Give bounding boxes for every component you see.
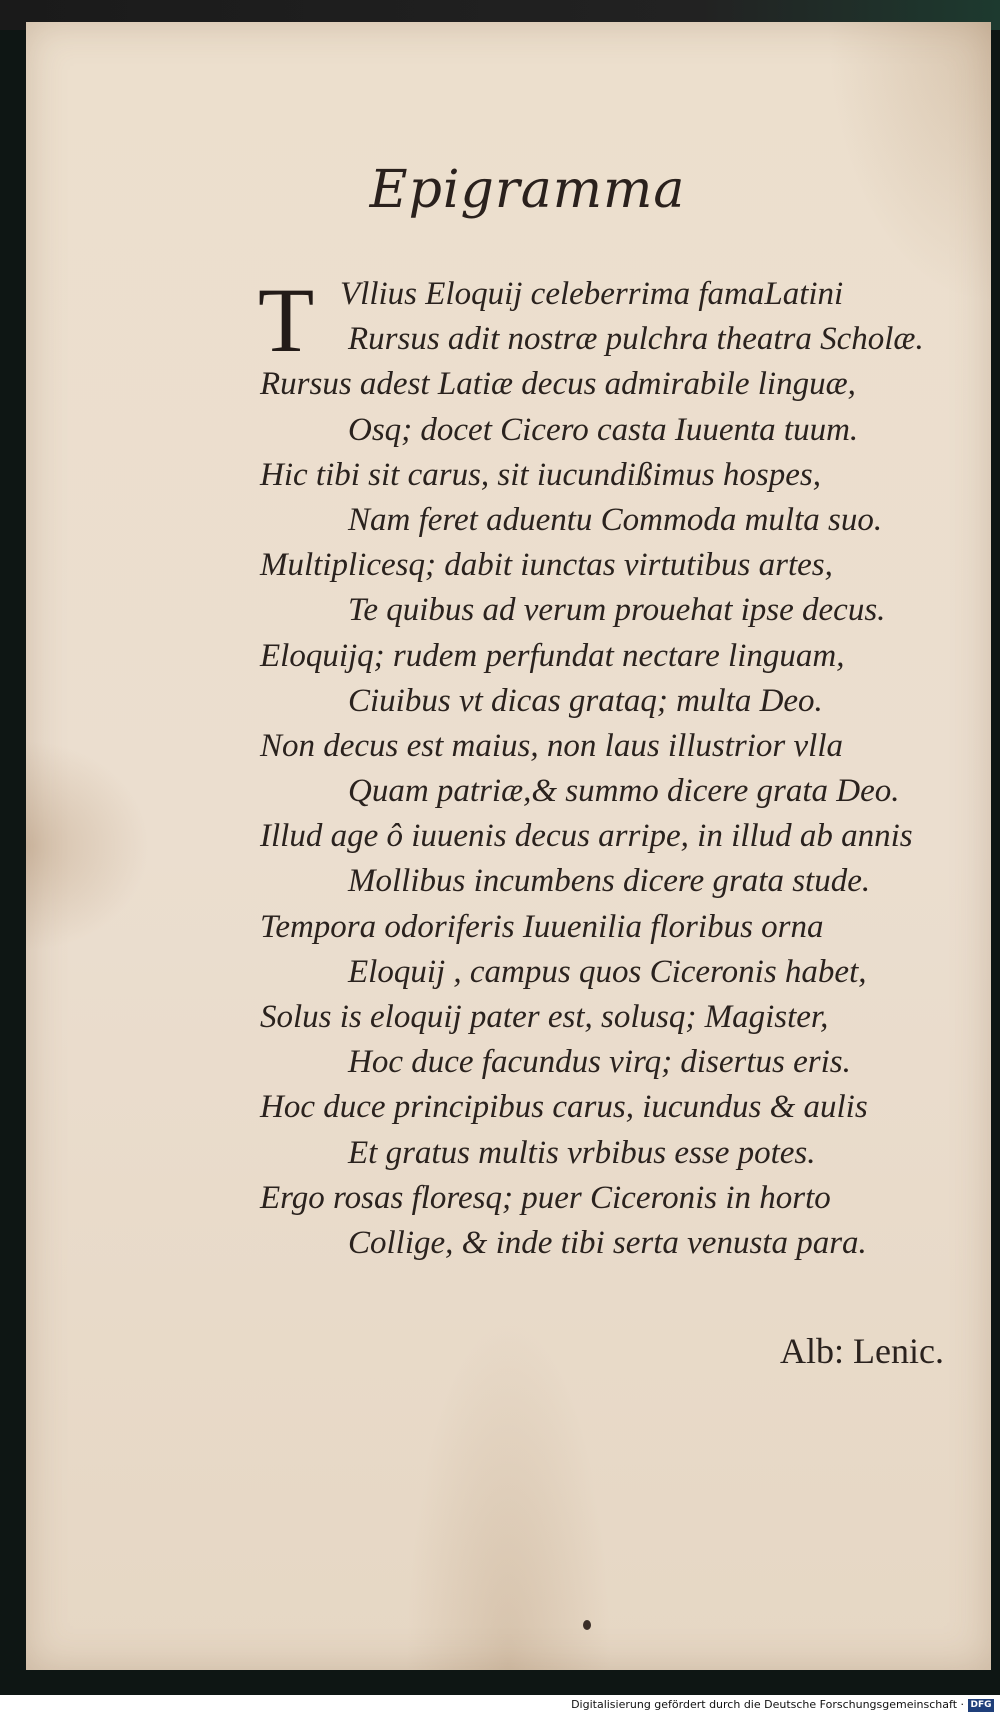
poem-line: Rursus adit nostræ pulchra theatra Scholæ. — [348, 321, 924, 358]
poem-line: Tempora odoriferis Iuuenilia floribus orna — [260, 908, 824, 945]
poem-line: Nam feret aduentu Commoda multa suo. — [348, 501, 883, 538]
poem-line: Non decus est maius, non laus illustrior vlla — [260, 727, 844, 764]
dfg-logo-icon: DFG — [968, 1699, 994, 1712]
poem-line: Rursus adest Latiæ decus admirabile linguæ, — [260, 366, 856, 403]
poem-line: Solus is eloquij pater est, solusq; Magister, — [260, 999, 829, 1035]
poem-line: Eloquijq; rudem perfundat nectare linguam, — [260, 637, 845, 674]
poem-line: Hic tibi sit carus, sit iucundißimus hospes, — [260, 456, 821, 493]
poem-line: Vllius Eloquij celeberrima famaLatini — [340, 276, 844, 312]
poem-line: Hoc duce principibus carus, iucundus & aulis — [260, 1089, 868, 1126]
author-signature: Alb: Lenic. — [780, 1331, 944, 1371]
poem-line: Ergo rosas floresq; puer Ciceronis in horto — [260, 1179, 831, 1216]
digitization-credit: Digitalisierung gefördert durch die Deutsche Forschungsgemeinschaft · — [571, 1698, 964, 1711]
poem-line: Mollibus incumbens dicere grata stude. — [348, 863, 871, 900]
poem-line: Osq; docet Cicero casta Iuuenta tuum. — [348, 411, 859, 448]
poem-line: Illud age ô iuuenis decus arripe, in illud ab annis — [260, 818, 913, 855]
poem-line: Et gratus multis vrbibus esse potes. — [348, 1134, 816, 1171]
poem-line: Eloquij , campus quos Ciceronis habet, — [348, 953, 867, 990]
ink-spot — [583, 1620, 591, 1630]
poem-line: Ciuibus vt dicas grataq; multa Deo. — [348, 682, 823, 719]
poem-line: Hoc duce facundus virq; disertus eris. — [348, 1044, 851, 1081]
poem-line: Quam patriæ,& summo dicere grata Deo. — [348, 773, 900, 810]
poem-body — [258, 269, 980, 1266]
poem-heading: Epigramma — [369, 160, 686, 220]
poem-line: Collige, & inde tibi serta venusta para. — [348, 1224, 867, 1261]
drop-cap: T — [258, 269, 315, 371]
poem-line: Multiplicesq; dabit iunctas virtutibus artes, — [260, 547, 833, 584]
poem-line: Te quibus ad verum prouehat ipse decus. — [348, 592, 886, 629]
